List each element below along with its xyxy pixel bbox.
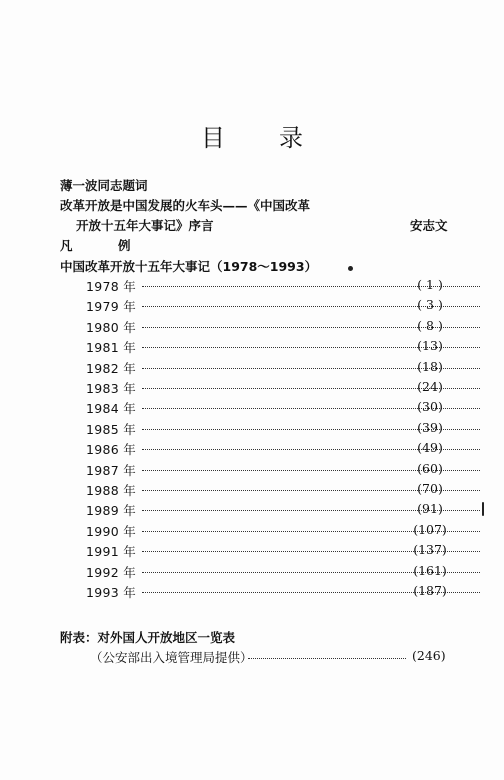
title-char-1: 目 <box>201 124 225 152</box>
toc-entry-page: (137) <box>413 542 447 558</box>
toc-entry <box>86 420 446 438</box>
fanli-char-2: 例 <box>118 238 131 253</box>
toc-entry <box>86 583 446 601</box>
toc-entry-year: 1991 年 <box>86 544 137 560</box>
toc-entry-page: (24) <box>417 379 443 394</box>
margin-mark <box>482 502 484 516</box>
toc-entry-year: 1989 年 <box>86 503 137 519</box>
toc-entry <box>86 481 446 499</box>
toc-entry-year: 1987 年 <box>86 462 137 478</box>
toc-entry-year: 1988 年 <box>86 483 137 498</box>
toc-entry-year: 1990 年 <box>86 523 137 539</box>
preface-author: 安志文 <box>410 218 448 233</box>
toc-entry-year: 1992 年 <box>86 564 137 580</box>
toc-entry <box>86 399 446 417</box>
appendix-source: （公安部出入境管理局提供） <box>90 650 253 665</box>
toc-entry-page: ( 3 ) <box>417 297 443 313</box>
toc-entry-page: (187) <box>413 583 447 598</box>
toc-entry <box>86 563 446 581</box>
toc-entry-page: (161) <box>413 562 447 578</box>
toc-chronicle: 中国改革开放十五年大事记（1978～1993） <box>60 259 318 274</box>
toc-entry <box>86 297 446 315</box>
toc-entry-page: (49) <box>417 440 443 456</box>
toc-entry <box>86 461 446 479</box>
toc-preface-line2: 开放十五年大事记》序言 <box>76 218 214 233</box>
appendix-page-number: (246) <box>412 648 446 663</box>
toc-entry-page: (13) <box>417 338 443 354</box>
toc-entry-year: 1978 年 <box>86 279 137 294</box>
toc-entry <box>86 277 446 295</box>
toc-fanli <box>60 236 131 254</box>
toc-entry-page: (91) <box>417 501 443 517</box>
fanli-char-1: 凡 <box>60 238 73 253</box>
appendix-leader-dots <box>248 658 406 659</box>
toc-entry-page: ( 1 ) <box>417 277 443 292</box>
toc-entry-year: 1986 年 <box>86 442 137 458</box>
toc-entry-page: (18) <box>417 358 443 374</box>
ink-speck <box>348 266 353 271</box>
page-title <box>0 118 504 153</box>
toc-entry <box>86 338 446 356</box>
toc-entry-year: 1981 年 <box>86 340 137 356</box>
toc-entry <box>86 379 446 397</box>
toc-entry-page: (39) <box>417 419 443 435</box>
toc-entry-year: 1984 年 <box>86 401 137 417</box>
toc-entry <box>86 440 446 458</box>
appendix-title: 附表：对外国人开放地区一览表 <box>60 630 236 645</box>
toc-entry-page: (30) <box>417 399 443 415</box>
toc-entry-page: (107) <box>413 521 447 537</box>
toc-inscription: 薄一波同志题词 <box>60 178 148 193</box>
toc-entry <box>86 542 446 560</box>
toc-entry <box>86 501 446 519</box>
toc-entry <box>86 318 446 336</box>
toc-entry-page: ( 8 ) <box>417 317 443 333</box>
toc-entry <box>86 522 446 540</box>
toc-entry-year: 1985 年 <box>86 421 137 437</box>
toc-entry-year: 1982 年 <box>86 360 137 376</box>
toc-entry <box>86 359 446 377</box>
toc-entry-year: 1980 年 <box>86 319 137 335</box>
toc-entry-year: 1993 年 <box>86 585 137 600</box>
title-char-2: 录 <box>279 124 303 152</box>
toc-entry-page: (70) <box>417 481 443 496</box>
toc-entry-page: (60) <box>417 460 443 476</box>
toc-preface-line1: 改革开放是中国发展的火车头——《中国改革 <box>60 198 311 213</box>
toc-entry-year: 1983 年 <box>86 381 137 396</box>
toc-entry-year: 1979 年 <box>86 299 137 315</box>
